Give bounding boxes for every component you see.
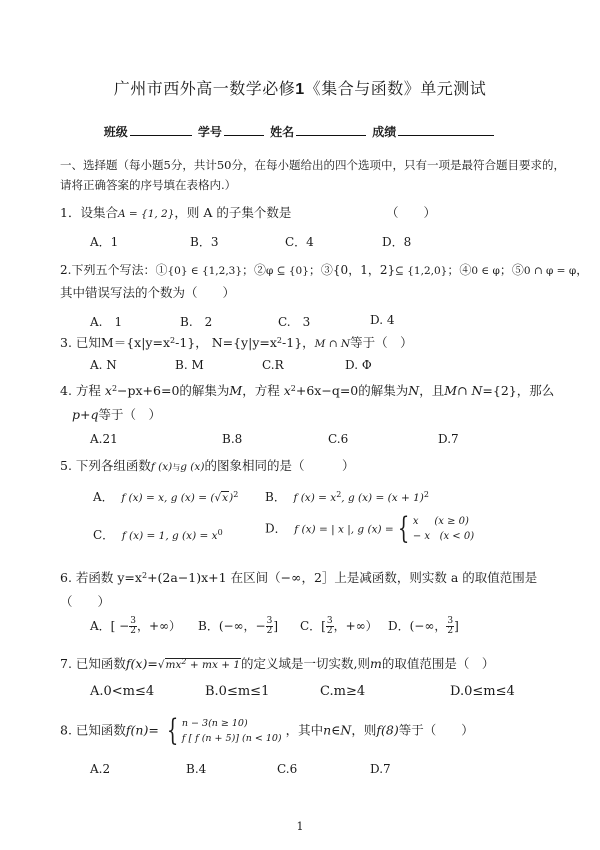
q4-option-a[interactable]: A.21: [90, 432, 118, 446]
q8-option-d[interactable]: D.7: [370, 762, 391, 776]
question-1-answer-paren: （ ）: [386, 205, 437, 220]
q3-option-a[interactable]: A. N: [90, 358, 117, 372]
number-label: 学号: [197, 125, 222, 139]
q5-option-c[interactable]: C． f (x) = 1, g $(x) = x^0$: [93, 528, 223, 542]
q4-option-b[interactable]: B.8: [222, 432, 243, 446]
q1-option-c[interactable]: C．4: [285, 235, 314, 249]
question-2-line2: 其中错误写法的个数为（ ）: [60, 285, 236, 300]
q5-option-d[interactable]: D． f (x) = | x |, g (x) = { x (x ≥ 0) − x (x < 0): [265, 511, 475, 546]
number-blank[interactable]: [224, 123, 264, 136]
q4-option-c[interactable]: C.6: [328, 432, 349, 446]
q8-option-c[interactable]: C.6: [277, 762, 298, 776]
question-6: 6. 若函数 $y=x^2+(2a-1)x+1$ 在区间（−∞，2］上是减函数，则实数 a 的取值范围是: [60, 570, 538, 585]
q1-option-a[interactable]: A．1: [90, 235, 119, 249]
q4-option-d[interactable]: D.7: [438, 432, 459, 446]
q6-option-b[interactable]: B．(−∞，− $\frac{3}{2}$ ]: [198, 616, 279, 636]
score-blank[interactable]: [398, 123, 494, 136]
q7-option-b[interactable]: B.0≤m≤1: [205, 684, 270, 699]
question-7: 7. 已知函数$f(x)=√mx^2$ + mx + 1的定义域是一切实数,则m的取值范围是（ ）: [60, 656, 495, 671]
q7-option-d[interactable]: D.0≤m≤4: [450, 684, 515, 699]
page-title: 广州市西外高一数学必修1《集合与函数》单元测试: [113, 79, 487, 98]
q1-option-b[interactable]: B．3: [190, 235, 219, 249]
q7-option-a[interactable]: A.0<m≤4: [90, 684, 155, 699]
section-instructions: 一、选择题（每小题5分，共计50分，在每小题给出的四个选项中，只有一项是最符合题目要求的， 请将正确答案的序号填在表格内.）: [60, 158, 565, 192]
question-6-paren: （ ）: [60, 594, 111, 609]
q8-option-a[interactable]: A.2: [90, 762, 111, 776]
q2-option-a[interactable]: A. 1: [90, 315, 123, 329]
q7-option-c[interactable]: C.m≥4: [320, 684, 366, 699]
q3-option-d[interactable]: D. Φ: [345, 358, 372, 372]
q6-option-d[interactable]: D．(−∞， $\frac{3}{2}$ ]: [388, 616, 459, 636]
question-4: 4. 方程 $x^2-px+6=0$的解集为M，方程 $x^2+6x-q=0$的解集为N，且M∩ N={2}，那么: [60, 383, 555, 398]
q6-option-c[interactable]: C．[ $\frac{3}{2}$ ，+∞）: [300, 616, 378, 636]
q2-option-c[interactable]: C. 3: [278, 315, 311, 329]
q5-option-a[interactable]: A． f (x) = x, g $(x) = (√x)^2$: [93, 490, 239, 504]
score-label: 成绩: [372, 125, 397, 139]
q8-option-b[interactable]: B.4: [186, 762, 207, 776]
student-info-line: [0, 123, 600, 140]
name-blank[interactable]: [296, 123, 366, 136]
q2-option-b[interactable]: B. 2: [180, 315, 213, 329]
question-2: 2.下列五个写法：①{0} ∈ {1,2,3}；②φ ⊆ {0}；③{0，1，2}⊆ {1,2,0}；④0 ∈ φ；⑤0 ∩ φ = φ，: [60, 263, 589, 277]
q2-option-d[interactable]: D. 4: [370, 313, 395, 327]
class-blank[interactable]: [130, 123, 192, 136]
question-1: 1．设集合A = {1, 2}，则 A 的子集个数是: [60, 205, 292, 220]
name-label: 姓名: [270, 125, 295, 139]
question-4-line2: p+q等于（ ）: [72, 407, 162, 422]
q3-option-b[interactable]: B. M: [175, 358, 204, 372]
question-3: 3. 已知$M=\{x|y=x^2-1\}$， $N=\{y|y=x^2-1\}$，M ∩ N等于（ ）: [60, 335, 413, 350]
q6-option-a[interactable]: A．[ − $\frac{3}{2}$ ，+∞）: [90, 616, 182, 636]
question-5: 5. 下列各组函数f (x)与g (x)的图象相同的是（ ）: [60, 458, 355, 473]
class-label: 班级: [103, 125, 128, 139]
question-8: 8. 已知函数f(n)= { n − 3(n ≥ 10) f [ f (n + 5)] (n < 10) ，其中n∈N，则f(8)等于（ ）: [60, 713, 474, 748]
q5-option-b[interactable]: B． f $(x) = x^2$, g $(x) = (x + 1)^2$: [265, 490, 429, 504]
q1-option-d[interactable]: D．8: [382, 235, 412, 249]
q3-option-c[interactable]: C.R: [262, 358, 284, 372]
page-number: 1: [296, 820, 304, 833]
